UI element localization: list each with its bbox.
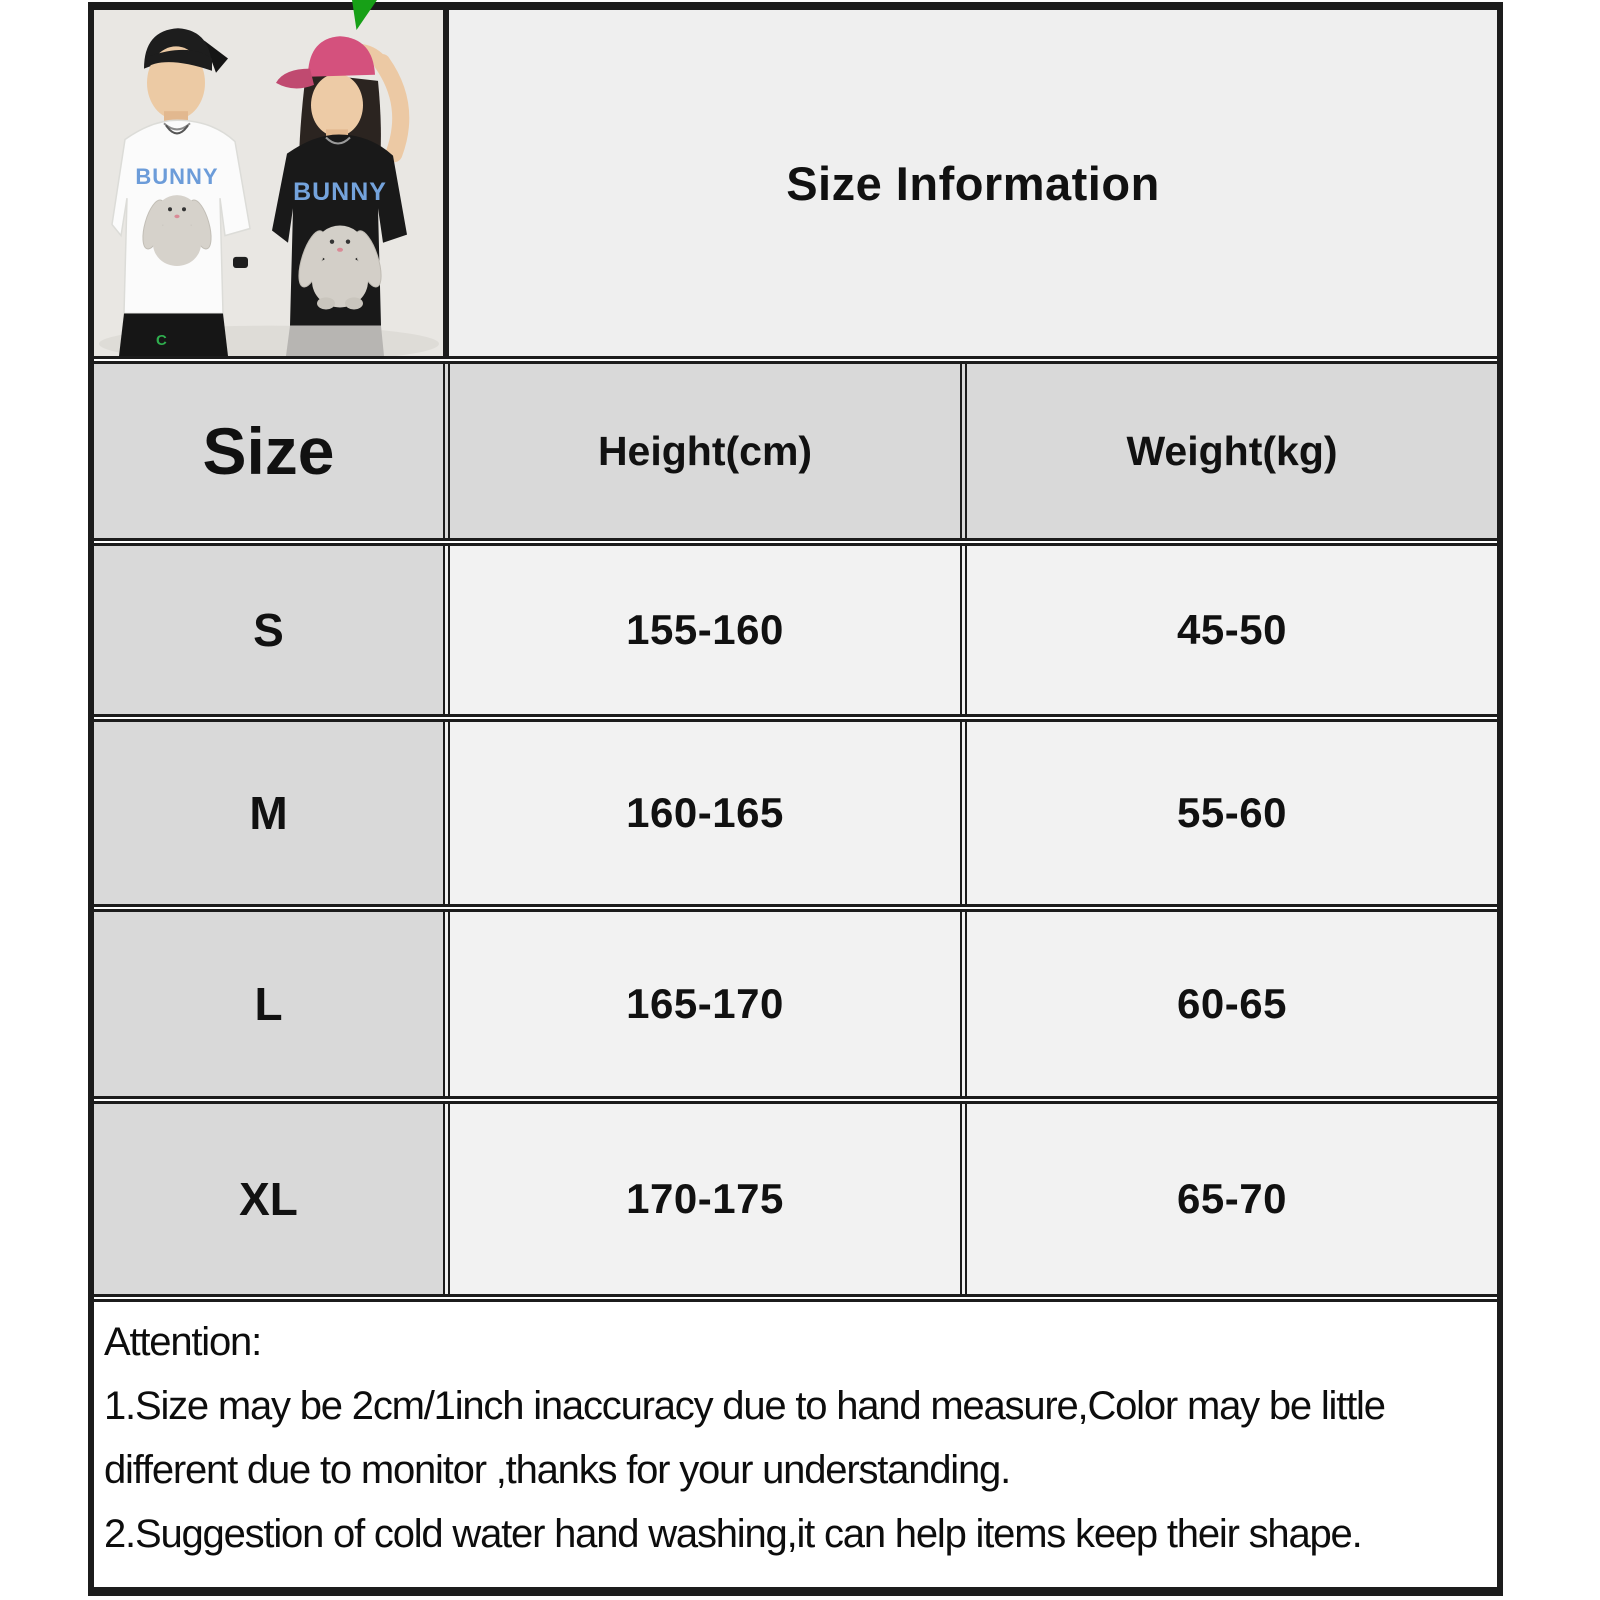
header-size: Size bbox=[94, 364, 443, 538]
header-height: Height(cm) bbox=[443, 364, 960, 538]
title-cell bbox=[443, 10, 1497, 356]
top-row bbox=[94, 10, 1497, 356]
height-cell: 165-170 bbox=[443, 912, 960, 1096]
product-photo-illustration bbox=[94, 10, 443, 356]
size-cell: L bbox=[94, 912, 443, 1096]
page-title: Size Information bbox=[786, 156, 1160, 210]
size-cell: M bbox=[94, 722, 443, 904]
table-header-row bbox=[94, 356, 1497, 538]
table-row bbox=[94, 538, 1497, 714]
attention-note-1: 1.Size may be 2cm/1inch inaccuracy due to hand measure,Color may be little different due to monitor ,thanks for your understanding. bbox=[104, 1384, 1385, 1492]
attention-note-2: 2.Suggestion of cold water hand washing,it can help items keep their shape. bbox=[104, 1512, 1362, 1556]
attention-section bbox=[94, 1294, 1497, 1587]
table-row bbox=[94, 904, 1497, 1096]
height-cell: 160-165 bbox=[443, 722, 960, 904]
size-cell: XL bbox=[94, 1104, 443, 1294]
height-cell: 155-160 bbox=[443, 546, 960, 714]
table-row bbox=[94, 714, 1497, 904]
size-cell: S bbox=[94, 546, 443, 714]
right-shirt-print-text: BUNNY bbox=[293, 178, 387, 207]
weight-cell: 55-60 bbox=[960, 722, 1497, 904]
size-chart-panel bbox=[88, 2, 1503, 1596]
weight-cell: 60-65 bbox=[960, 912, 1497, 1096]
height-cell: 170-175 bbox=[443, 1104, 960, 1294]
weight-cell: 45-50 bbox=[960, 546, 1497, 714]
left-shirt-print-text: BUNNY bbox=[135, 163, 219, 190]
table-row bbox=[94, 1096, 1497, 1294]
weight-cell: 65-70 bbox=[960, 1104, 1497, 1294]
header-weight: Weight(kg) bbox=[960, 364, 1497, 538]
attention-heading: Attention: bbox=[104, 1320, 262, 1364]
product-photo bbox=[94, 10, 443, 356]
pants-logo-text: C bbox=[156, 331, 167, 349]
